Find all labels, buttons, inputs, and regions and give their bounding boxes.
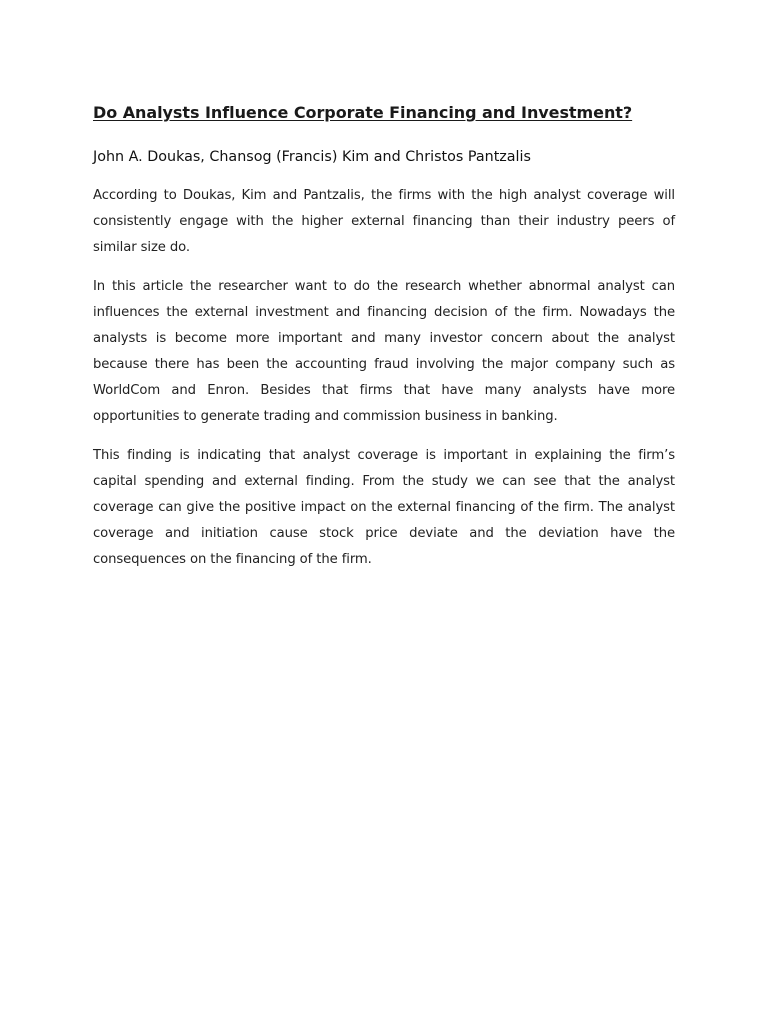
document-title: Do Analysts Influence Corporate Financing and Investment? — [93, 103, 633, 122]
document-authors: John A. Doukas, Chansog (Francis) Kim and Christos Pantzalis — [93, 149, 531, 165]
paragraph-3: This finding is indicating that analyst coverage is important in explaining the firm’s capital spending and external finding. From the study we can see that the analyst coverage can give the positive impact on the external financing of the firm. The analyst coverage and initiation cause stock price deviate and the deviation have the consequences on the financing of the firm. — [93, 448, 675, 567]
paragraph-2: In this article the researcher want to do the research whether abnormal analyst can influences the external investment and financing decision of the firm. Nowadays the analysts is become more important and many investor concern about the analyst because there has been the accounting fraud involving the major company such as WorldCom and Enron. Besides that firms that have many analysts have more opportunities to generate trading and commission business in banking. — [93, 279, 675, 424]
paragraph-1: According to Doukas, Kim and Pantzalis, the firms with the high analyst coverage will consistently engage with the higher external financing than their industry peers of similar size do. — [93, 188, 675, 255]
document-page — [93, 101, 675, 586]
